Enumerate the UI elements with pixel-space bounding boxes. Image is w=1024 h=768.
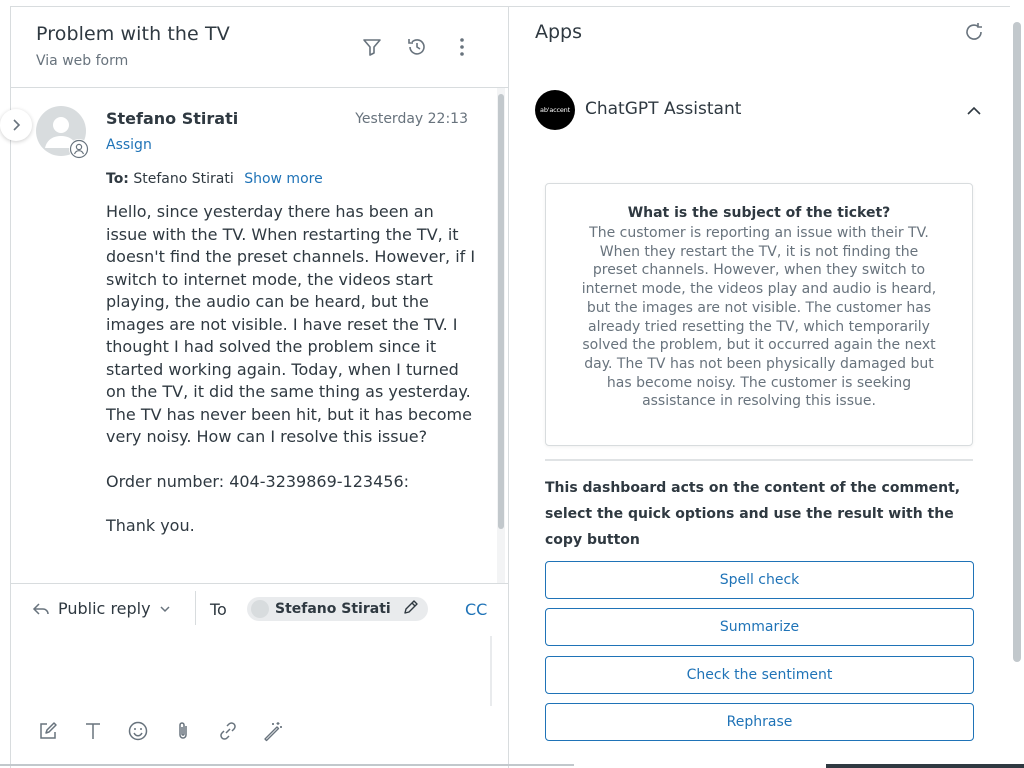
card-question: What is the subject of the ticket? (627, 205, 891, 221)
chevron-right-icon (9, 118, 23, 132)
reply-editor[interactable] (11, 636, 491, 706)
chevron-up-icon[interactable] (963, 100, 985, 122)
recipient-tag[interactable] (247, 597, 428, 621)
cc-button[interactable]: CC (465, 600, 488, 619)
text-format-icon[interactable] (81, 719, 105, 743)
recipient-avatar (251, 600, 269, 618)
app-name: ChatGPT Assistant (585, 99, 742, 119)
sender-name[interactable]: Stefano Stirati (106, 109, 239, 128)
reply-toolbar (36, 719, 285, 743)
filter-icon[interactable] (361, 36, 383, 58)
ticket-title: Problem with the TV (36, 23, 230, 45)
app-logo (535, 90, 575, 130)
check-sentiment-button[interactable]: Check the sentiment (545, 656, 974, 694)
emoji-icon[interactable] (126, 719, 150, 743)
apps-scrollbar[interactable] (1013, 22, 1021, 662)
spell-check-button[interactable]: Spell check (545, 561, 974, 599)
divider (545, 459, 973, 461)
order-number: Order number: 404-3239869-123456: (106, 471, 410, 491)
divider (10, 583, 509, 584)
more-vertical-icon[interactable] (451, 36, 473, 58)
reply-scrollbar[interactable] (490, 636, 492, 706)
to-label: To: (106, 171, 129, 187)
reply-arrow-icon (32, 601, 50, 617)
comment-body (106, 201, 478, 538)
reply-type-dropdown[interactable] (32, 599, 171, 618)
card-answer: The customer is reporting an issue with their TV. When they restart the TV, it is not finding the preset channels. However, when they switch to internet mode, the videos play and audio is heard, but the images are not visible. The customer has already tried resetting the TV, which temporarily solved the problem, but it occurred again the next day. The TV has not been physically damaged but has become noisy. The customer is seeking assistance in resolving this issue. (581, 225, 937, 410)
reply-to-label: To (210, 600, 227, 619)
show-more-link[interactable]: Show more (244, 171, 323, 187)
summary-card (545, 183, 973, 446)
apps-title: Apps (535, 21, 583, 43)
app-logo-text: ab'accent (540, 106, 570, 114)
ticket-channel: Via web form (36, 53, 129, 69)
comment-paragraph: Hello, since yesterday there has been an issue with the TV. When restarting the TV, it doesn't find the preset channels. However, if I switch to internet mode, the videos start playing, the audio can be heard, but the images are not visible. I have reset the TV. I thought I had solved the problem since it started working again. Today, when I turned on the TV, it did the same thing as yesterday. The TV has never been hit, but it has become very noisy. How can I resolve this issue? (106, 202, 476, 446)
summarize-button[interactable]: Summarize (545, 608, 974, 646)
end-user-badge-icon (69, 139, 89, 159)
magic-wand-icon[interactable] (261, 719, 285, 743)
link-icon[interactable] (216, 719, 240, 743)
history-icon[interactable] (406, 36, 428, 58)
ticket-conversation-pane (10, 6, 509, 768)
comment-closing: Thank you. (106, 516, 195, 535)
attachment-icon[interactable] (171, 719, 195, 743)
compose-icon[interactable] (36, 719, 60, 743)
ticket-header (10, 6, 509, 88)
horizontal-scrollbar[interactable] (0, 764, 574, 766)
reply-type-label: Public reply (58, 599, 151, 618)
recipient-line (106, 171, 323, 187)
recipient-name: Stefano Stirati (275, 601, 391, 617)
divider (195, 591, 196, 625)
assign-link[interactable]: Assign (106, 137, 152, 153)
comment-timestamp: Yesterday 22:13 (355, 111, 468, 127)
dashboard-description: This dashboard acts on the content of the comment, select the quick options and use the result with the copy button (545, 480, 961, 548)
to-name: Stefano Stirati (133, 171, 234, 187)
conversation-scrollbar[interactable] (498, 94, 504, 529)
window-edge (826, 764, 1024, 768)
refresh-icon[interactable] (962, 20, 986, 44)
expand-panel-button[interactable] (0, 109, 32, 141)
chevron-down-icon (159, 603, 171, 615)
apps-sidebar (510, 6, 1014, 768)
pencil-icon[interactable] (402, 598, 420, 616)
rephrase-button[interactable]: Rephrase (545, 703, 974, 741)
